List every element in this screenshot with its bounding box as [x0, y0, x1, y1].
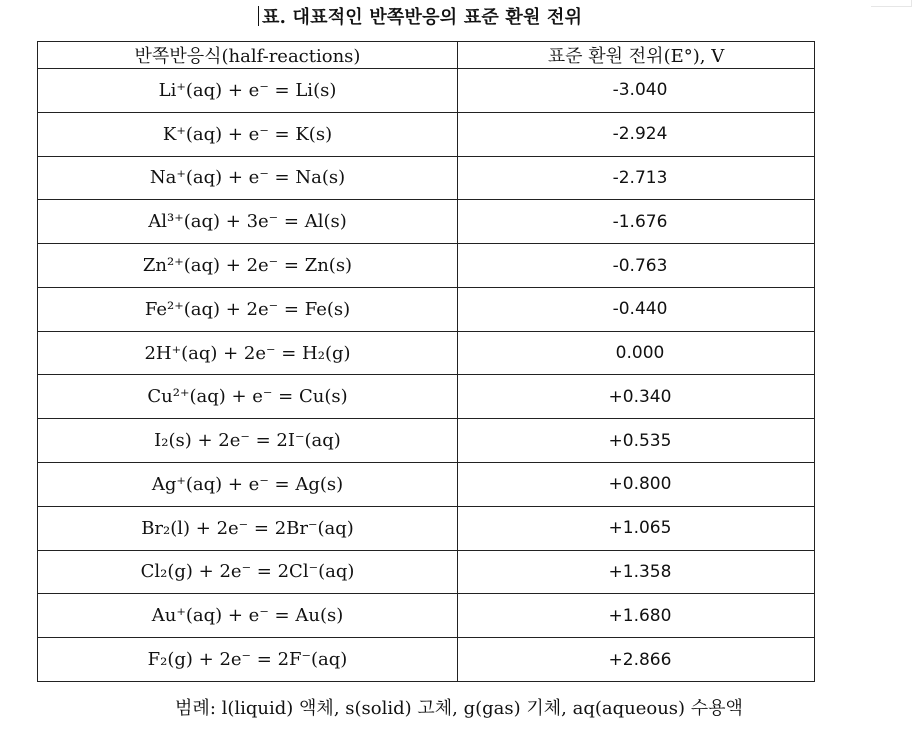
table-row: [38, 287, 815, 331]
reaction-cell: Br₂(l) + 2e⁻ = 2Br⁻(aq): [38, 506, 458, 550]
table-row: [38, 550, 815, 594]
table-row: [38, 375, 815, 419]
header-standard-potential: 표준 환원 전위(E°), V: [458, 42, 815, 69]
potential-cell: 0.000: [458, 331, 815, 375]
table-row: [38, 156, 815, 200]
table-row: [38, 244, 815, 288]
potential-cell: -2.924: [458, 112, 815, 156]
table-row: [38, 419, 815, 463]
reaction-cell: I₂(s) + 2e⁻ = 2I⁻(aq): [38, 419, 458, 463]
potential-cell: +1.358: [458, 550, 815, 594]
potential-cell: +0.340: [458, 375, 815, 419]
legend-note: 범례: l(liquid) 액체, s(solid) 고체, g(gas) 기체, aq(aqueous) 수용액: [175, 698, 743, 719]
reaction-cell: K⁺(aq) + e⁻ = K(s): [38, 112, 458, 156]
table-row: [38, 112, 815, 156]
reaction-cell: Ag⁺(aq) + e⁻ = Ag(s): [38, 463, 458, 507]
text-cursor: [258, 6, 259, 26]
potential-cell: +2.866: [458, 638, 815, 682]
reaction-cell: F₂(g) + 2e⁻ = 2F⁻(aq): [38, 638, 458, 682]
table-row: [38, 69, 815, 113]
potential-cell: +1.680: [458, 594, 815, 638]
table-row: [38, 331, 815, 375]
reaction-cell: Cl₂(g) + 2e⁻ = 2Cl⁻(aq): [38, 550, 458, 594]
reduction-potential-table: [37, 41, 815, 682]
page-corner-mark: [871, 0, 912, 7]
potential-cell: +0.535: [458, 419, 815, 463]
table-header-row: [38, 42, 815, 69]
potential-cell: -1.676: [458, 200, 815, 244]
potential-cell: +1.065: [458, 506, 815, 550]
potential-cell: -0.440: [458, 287, 815, 331]
header-half-reaction: 반쪽반응식(half-reactions): [38, 42, 458, 69]
table-row: [38, 594, 815, 638]
reaction-cell: Fe²⁺(aq) + 2e⁻ = Fe(s): [38, 287, 458, 331]
potential-cell: +0.800: [458, 463, 815, 507]
reaction-cell: Li⁺(aq) + e⁻ = Li(s): [38, 69, 458, 113]
reaction-cell: Cu²⁺(aq) + e⁻ = Cu(s): [38, 375, 458, 419]
reaction-cell: Na⁺(aq) + e⁻ = Na(s): [38, 156, 458, 200]
reaction-cell: Zn²⁺(aq) + 2e⁻ = Zn(s): [38, 244, 458, 288]
table-row: [38, 200, 815, 244]
table-row: [38, 506, 815, 550]
table-row: [38, 638, 815, 682]
potential-cell: -3.040: [458, 69, 815, 113]
reaction-cell: Al³⁺(aq) + 3e⁻ = Al(s): [38, 200, 458, 244]
reaction-cell: 2H⁺(aq) + 2e⁻ = H₂(g): [38, 331, 458, 375]
table-row: [38, 463, 815, 507]
table-title: 표. 대표적인 반쪽반응의 표준 환원 전위: [262, 7, 583, 28]
reaction-cell: Au⁺(aq) + e⁻ = Au(s): [38, 594, 458, 638]
potential-cell: -0.763: [458, 244, 815, 288]
potential-cell: -2.713: [458, 156, 815, 200]
